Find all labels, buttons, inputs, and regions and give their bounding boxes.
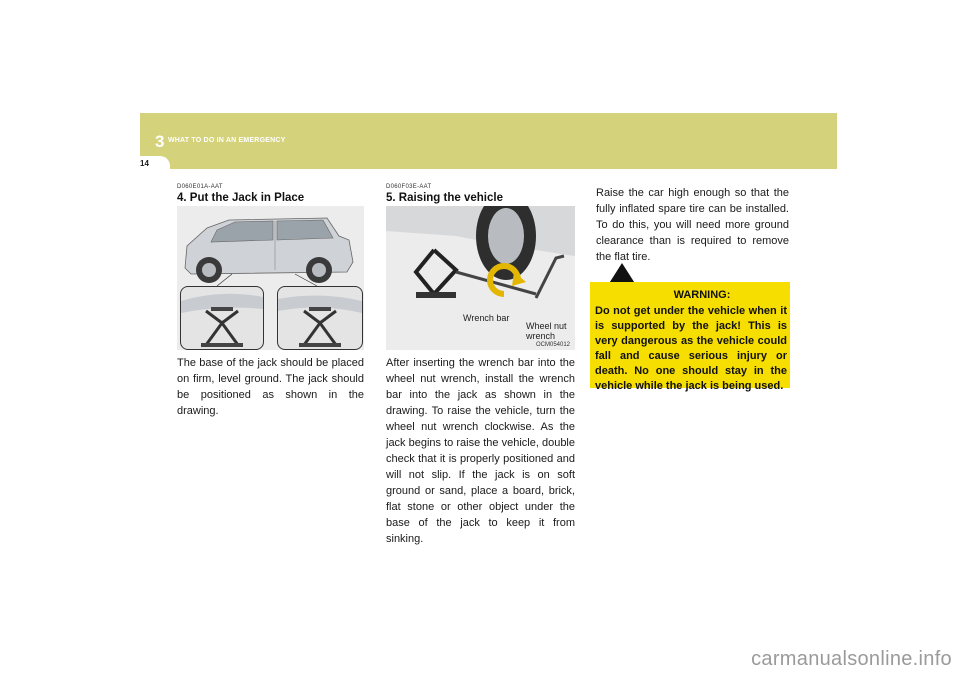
watermark: carmanualsonline.info xyxy=(751,648,952,670)
scissor-jack-icon xyxy=(278,287,362,349)
chapter-title: WHAT TO DO IN AN EMERGENCY xyxy=(168,137,286,144)
right-intro: Raise the car high enough so that the fully inflated spare tire can be installed. To do this, you will need more ground clearance than is required to remove the flat tire. xyxy=(596,187,789,263)
page-number: 14 xyxy=(140,159,149,168)
scissor-jack-icon xyxy=(181,287,263,349)
jack-inset-front xyxy=(180,286,264,350)
warning-box xyxy=(590,282,790,392)
jack-inset-rear xyxy=(277,286,363,350)
wrench-bar-label: Wrench bar xyxy=(463,313,510,323)
section5-body: After inserting the wrench bar into the wheel nut wrench, install the wrench bar into the jack as shown in the drawing. To raise the vehicle, turn the wheel nut wrench clockwise. As the jack begins to raise the vehicle, double check that it is properly positioned and will not slip. If the jack is on soft ground or sand, place a board, brick, flat stone or other object under the base of the jack to keep it from sinking. xyxy=(386,357,575,545)
raising-vehicle-illustration xyxy=(386,206,575,350)
chapter-number: 3 xyxy=(155,132,165,151)
section4-code: D060E01A-AAT xyxy=(177,184,223,190)
section5-heading: 5. Raising the vehicle xyxy=(386,192,503,204)
section5-code: D060F03E-AAT xyxy=(386,184,432,190)
jack-placement-illustration xyxy=(177,206,364,350)
warning-text: Do not get under the vehicle when it is supported by the jack! This is very dangerous as the vehicle could fall and cause serious injury or death. No one should stay in the vehicle while the jack is being used. xyxy=(595,305,787,392)
section4-body: The base of the jack should be placed on firm, level ground. The jack should be positioned as shown in the drawing. xyxy=(177,357,364,417)
wheel-nut-wrench-label: Wheel nut wrench xyxy=(526,321,567,341)
figure-code: OCM054012 xyxy=(536,342,571,348)
warning-title: WARNING: xyxy=(673,289,731,301)
section4-heading: 4. Put the Jack in Place xyxy=(177,192,305,204)
